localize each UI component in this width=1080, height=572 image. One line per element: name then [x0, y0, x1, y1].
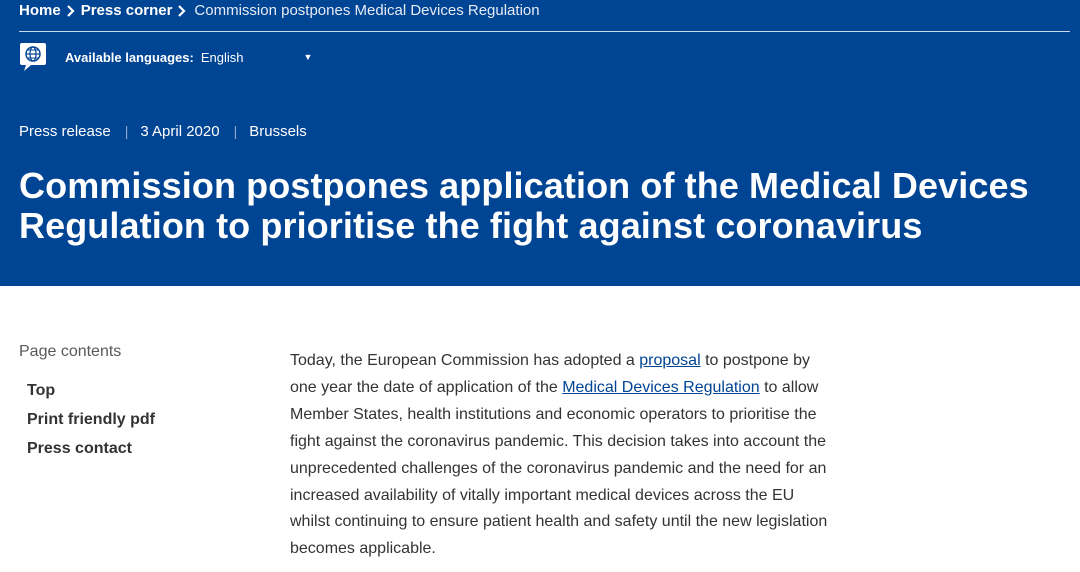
breadcrumb-press-corner-link[interactable]: Press corner	[80, 2, 173, 19]
breadcrumb-current: Commission postpones Medical Devices Regulation	[194, 2, 540, 19]
page-contents-list	[27, 380, 259, 467]
proposal-link[interactable]: proposal	[639, 352, 701, 369]
page-title: Commission postpones application of the Medical Devices Regulation to prioritise the fight against coronavirus	[19, 165, 1029, 246]
language-label: Available languages:	[65, 49, 194, 65]
page-contents-sidebar	[19, 342, 259, 467]
meta-type: Press release	[19, 122, 111, 140]
breadcrumb	[19, 2, 540, 20]
meta-date: 3 April 2020	[140, 122, 220, 140]
caret-down-icon: ▼	[303, 52, 313, 62]
press-release-meta	[19, 121, 307, 141]
meta-location: Brussels	[249, 122, 307, 140]
body-text-segment: to allow Member States, health institutions and economic operators to prioritise the fight against the coronavirus pandemic. This decision takes into account the unprecedented challenges of the coronavirus pandemic and the need for an increased availability of vitally important medical devices across the EU whilst continuing to ensure patient health and safety until the new legislation becomes applicable.	[290, 378, 828, 558]
toc-item-top[interactable]: Top	[27, 382, 56, 399]
language-dropdown[interactable]	[201, 50, 313, 65]
speech-bubble-globe-icon	[19, 42, 47, 72]
sidebar-heading: Page contents	[19, 343, 122, 360]
chevron-right-icon	[173, 2, 191, 20]
language-selected-value: English	[200, 49, 244, 65]
article-body-paragraph	[290, 348, 835, 563]
toc-item-print-friendly-pdf[interactable]: Print friendly pdf	[27, 411, 155, 428]
meta-separator: |	[233, 123, 238, 139]
toc-item-press-contact[interactable]: Press contact	[27, 440, 132, 457]
language-selector	[19, 42, 312, 72]
medical-devices-regulation-link[interactable]: Medical Devices Regulation	[562, 378, 760, 396]
breadcrumb-home-link[interactable]: Home	[19, 2, 61, 19]
body-text-segment: Today, the European Commission has adopted a	[290, 352, 640, 369]
chevron-right-icon	[62, 2, 80, 20]
body-text-segment: to postpone by one year the date of application of the	[290, 352, 811, 396]
meta-separator: |	[124, 123, 129, 139]
header-divider	[19, 31, 1070, 32]
